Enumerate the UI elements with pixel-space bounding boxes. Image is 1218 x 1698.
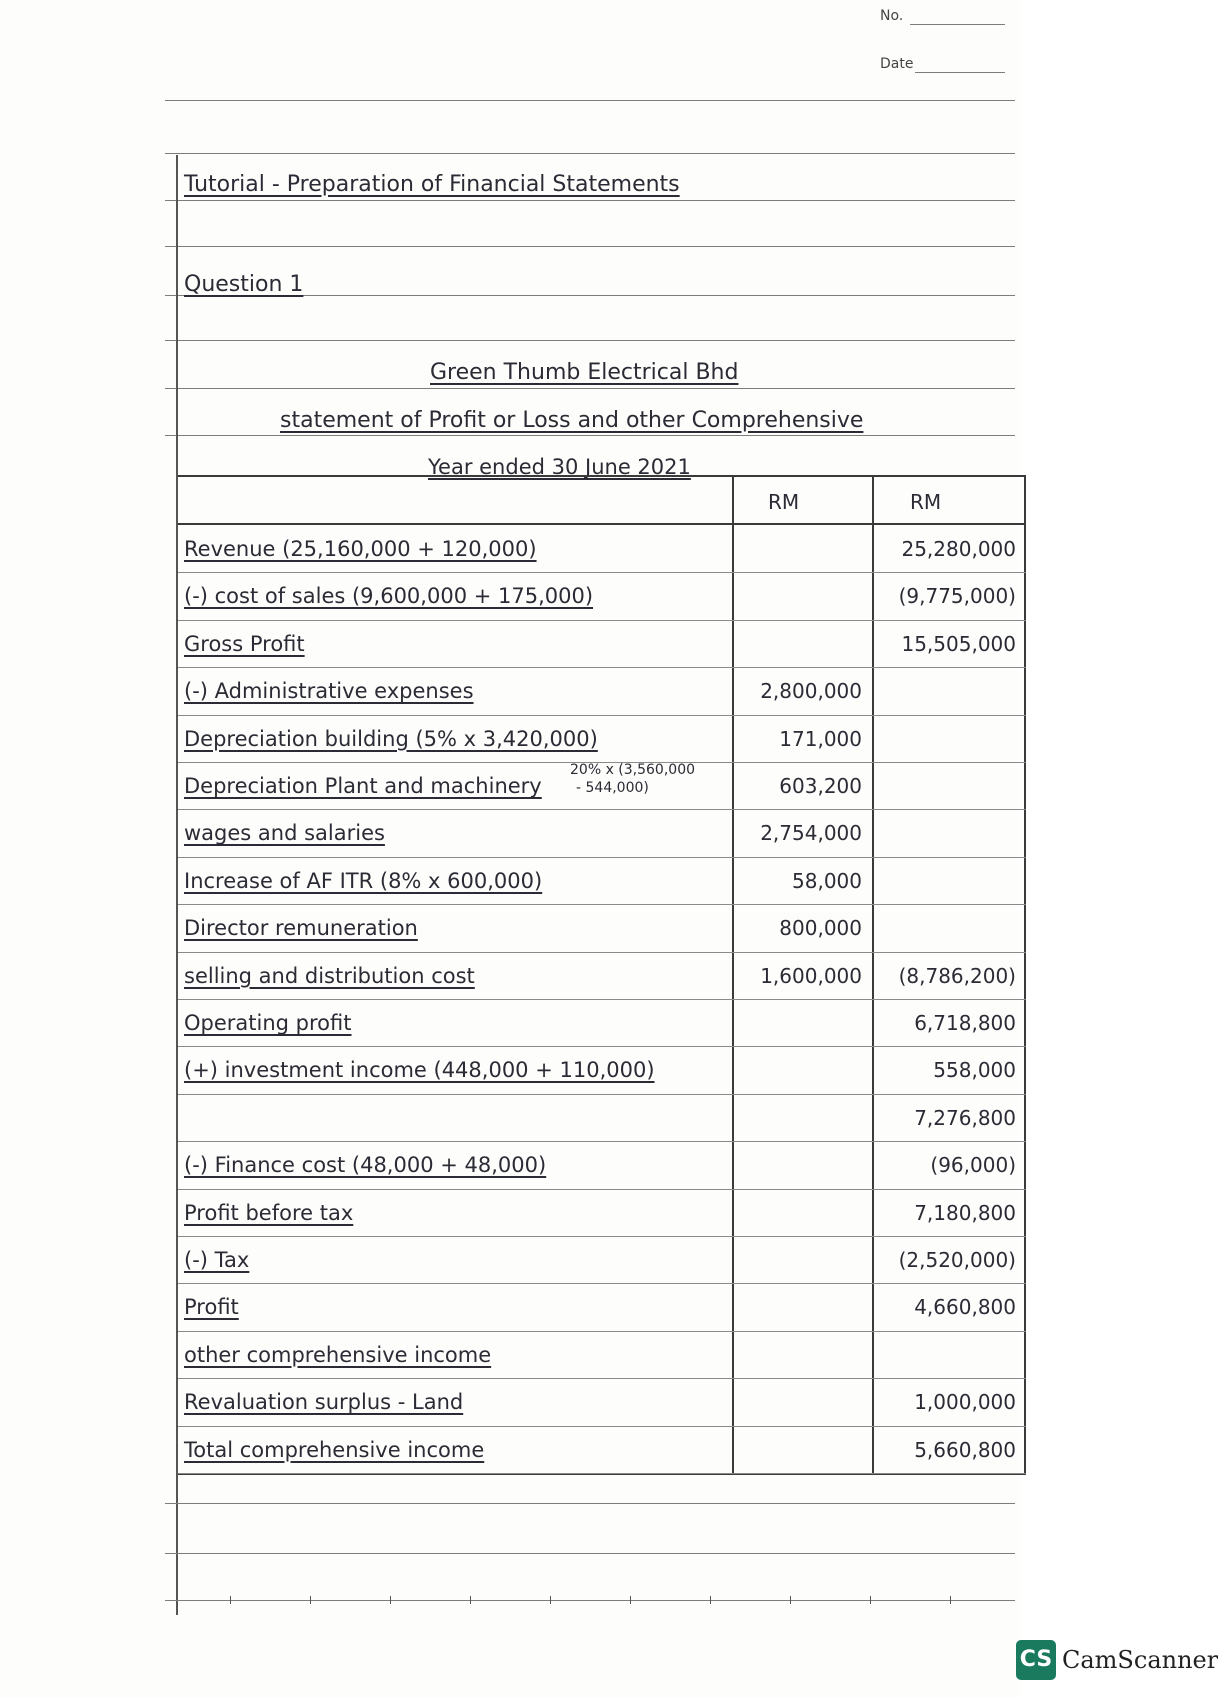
row-rule (178, 857, 1026, 858)
row-amount-col1: 603,200 (779, 774, 862, 798)
row-rule (178, 1426, 1026, 1427)
row-label: (-) Administrative expenses (184, 679, 474, 704)
question-heading: Question 1 (184, 272, 304, 297)
row-amount-col2: 7,180,800 (914, 1200, 1016, 1225)
row-amount-col1: 2,754,000 (760, 821, 862, 846)
row-rule (178, 809, 1026, 810)
plant-note-line2: - 544,000) (576, 780, 649, 796)
row-label: (-) Finance cost (48,000 + 48,000) (184, 1153, 547, 1178)
row-amount-col2: (2,520,000) (898, 1248, 1016, 1272)
tick-mark (230, 1596, 231, 1604)
header-rule (178, 523, 1026, 525)
tick-mark (470, 1596, 471, 1604)
row-amount-col2: 25,280,000 (901, 537, 1016, 561)
row-amount-col2: 7,276,800 (914, 1105, 1016, 1130)
row-rule (178, 1331, 1026, 1332)
no-line (910, 24, 1005, 25)
plant-note-line1: 20% x (3,560,000 (570, 762, 696, 778)
row-label: Gross Profit (184, 631, 305, 656)
row-label: Profit (184, 1295, 239, 1320)
row-label: Revaluation surplus - Land (184, 1390, 464, 1415)
page-title: Tutorial - Preparation of Financial Statements (184, 172, 680, 197)
row-label: Operating profit (184, 1011, 352, 1035)
row-label: Total comprehensive income (184, 1437, 485, 1462)
row-label: Director remuneration (184, 916, 418, 941)
row-rule (178, 620, 1026, 621)
column-header-rm-1: RM (768, 490, 800, 514)
ruled-line (165, 1503, 1015, 1504)
row-amount-col2: 4,660,800 (914, 1295, 1016, 1320)
row-label: (+) investment income (448,000 + 110,000) (184, 1058, 655, 1083)
row-rule (178, 1473, 1026, 1474)
row-amount-col1: 2,800,000 (760, 679, 862, 704)
ruled-line (165, 1600, 1015, 1601)
row-amount-col1: 1,600,000 (760, 963, 862, 988)
ruled-line (165, 153, 1015, 154)
period-heading: Year ended 30 June 2021 (428, 455, 691, 479)
row-amount-col2: 15,505,000 (901, 631, 1016, 656)
row-amount-col1: 800,000 (779, 916, 862, 941)
ruled-line (165, 340, 1015, 341)
tick-mark (790, 1596, 791, 1604)
row-amount-col2: (8,786,200) (898, 963, 1016, 988)
row-label: (-) cost of sales (9,600,000 + 175,000) (184, 584, 594, 609)
camscanner-logo-icon: CS (1016, 1640, 1056, 1680)
row-amount-col2: 5,660,800 (914, 1437, 1016, 1462)
row-label: Depreciation Plant and machinery (184, 774, 542, 798)
tick-mark (870, 1596, 871, 1604)
row-rule (178, 952, 1026, 953)
ruled-line (165, 388, 1015, 389)
tick-mark (710, 1596, 711, 1604)
ruled-line (165, 246, 1015, 247)
row-label: wages and salaries (184, 821, 385, 846)
row-rule (178, 1283, 1026, 1284)
row-rule (178, 1046, 1026, 1047)
row-amount-col1: 58,000 (792, 868, 862, 893)
no-label: No. (880, 8, 904, 24)
row-amount-col2: (96,000) (930, 1153, 1016, 1178)
row-amount-col2: (9,775,000) (898, 584, 1016, 609)
ruled-line (165, 435, 1015, 436)
row-rule (178, 1378, 1026, 1379)
row-amount-col2: 558,000 (933, 1058, 1016, 1083)
tick-mark (630, 1596, 631, 1604)
row-label: Increase of AF ITR (8% x 600,000) (184, 868, 543, 893)
date-label: Date (880, 56, 914, 72)
scan-margin (1020, 0, 1200, 1698)
row-rule (178, 999, 1026, 1000)
tick-mark (310, 1596, 311, 1604)
column-header-rm-2: RM (910, 490, 942, 514)
statement-title: statement of Profit or Loss and other Comprehensive (280, 408, 864, 433)
camscanner-watermark: CamScanner (1062, 1646, 1218, 1674)
row-label: Revenue (25,160,000 + 120,000) (184, 537, 537, 561)
row-rule (178, 1189, 1026, 1190)
row-rule (178, 1094, 1026, 1095)
company-name: Green Thumb Electrical Bhd (430, 360, 739, 385)
row-label: selling and distribution cost (184, 963, 475, 988)
row-amount-col2: 1,000,000 (914, 1390, 1016, 1415)
row-label: Depreciation building (5% x 3,420,000) (184, 726, 598, 751)
row-rule (178, 1236, 1026, 1237)
date-line (915, 72, 1005, 73)
row-amount-col1: 171,000 (779, 726, 862, 751)
row-label: (-) Tax (184, 1248, 250, 1272)
tick-mark (550, 1596, 551, 1604)
row-rule (178, 715, 1026, 716)
ruled-line (165, 100, 1015, 101)
tick-mark (950, 1596, 951, 1604)
row-label: Profit before tax (184, 1200, 354, 1225)
ruled-line (165, 200, 1015, 201)
row-label: other comprehensive income (184, 1342, 492, 1367)
row-rule (178, 572, 1026, 573)
row-rule (178, 1141, 1026, 1142)
tick-mark (390, 1596, 391, 1604)
ruled-line (165, 1553, 1015, 1554)
row-rule (178, 667, 1026, 668)
row-rule (178, 904, 1026, 905)
row-amount-col2: 6,718,800 (914, 1011, 1016, 1035)
